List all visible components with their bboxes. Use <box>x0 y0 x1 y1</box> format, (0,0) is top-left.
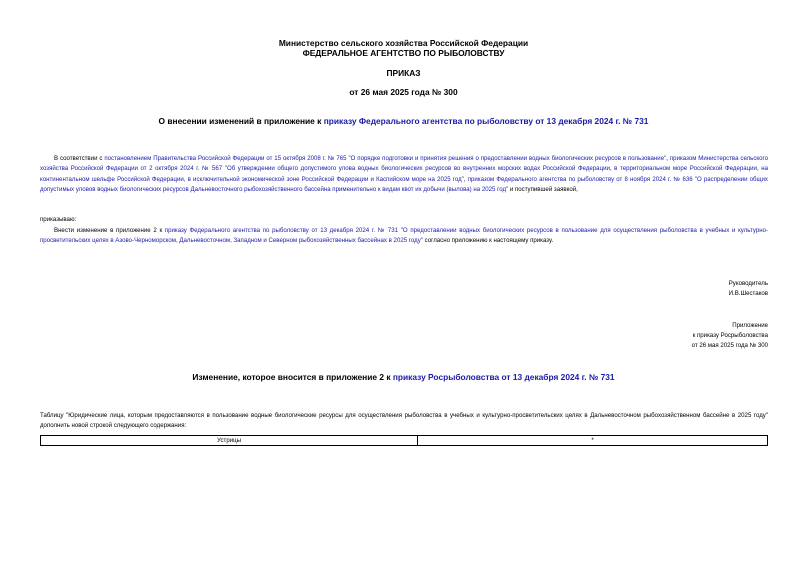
preamble-text-1: В соответствии с <box>54 155 105 162</box>
ministry-name: Министерство сельского хозяйства Российской Федерации <box>278 38 529 48</box>
signature-block <box>729 279 768 299</box>
change-order-link[interactable]: приказу Росрыболовства от 13 декабря 2024 г. № 731 <box>392 372 615 382</box>
appendix-line-2: к приказу Росрыболовства <box>692 332 768 339</box>
document-title <box>0 116 807 126</box>
order-text-2: согласно приложению к настоящему приказу. <box>422 237 554 245</box>
document-title-prefix: О внесении изменений в приложение к <box>158 116 324 126</box>
order-word: приказываю: <box>40 216 77 223</box>
ministry-order-link[interactable]: приказом Министерства сельского хозяйства Российской Федерации от 2 октября 2024 г. № 567 "Об утверждении общего допустимого улова водных биологических ресурсов во внутренних морских водах Российской Федерации, в территориальном море Российской Федерации, на континентальном шельфе Российской Федерации, в исключительной экономической зоне Российской Федерации и Каспийском море на 2025 год" <box>40 155 769 183</box>
appendix-note <box>692 321 768 351</box>
agency-order-636-link[interactable]: приказом Федерального агентства по рыболовству от 8 ноября 2024 г. № 636 "О распределении общих допустимых уловов водных биологических ресурсов Дальневосточного рыбохозяйственного бассейна применительно к видам квот их добычи (вылова) на 2025 год" <box>40 175 768 193</box>
preamble-text-2: , <box>666 155 670 162</box>
appendix-line-3: от 26 мая 2025 года № 300 <box>691 342 768 349</box>
table-cell-species: Устрицы <box>41 436 418 446</box>
title-order-link[interactable]: приказу Федерального агентства по рыболовству от 13 декабря 2024 г. № 731 <box>323 116 649 126</box>
order-paragraph <box>40 226 768 247</box>
document-type: ПРИКАЗ <box>386 68 421 78</box>
order-text-1: Внести изменение в приложение 2 к <box>54 227 165 234</box>
preamble-text-4: и поступившей заявкой, <box>508 185 578 193</box>
change-title <box>0 372 807 382</box>
order-731-link[interactable]: приказу Федерального агентства по рыболовству от 13 декабря 2024 г. № 731 "О предоставлении водных биологических ресурсов в пользование для осуществления рыболовства в учебных и культурно-просветительских целях в Азово-Черноморском, Дальневосточном, Западном и Северном рыбохозяйственных бассейнах в 2025 году" <box>40 227 768 245</box>
insert-table <box>40 435 768 446</box>
table-cell-value: * <box>418 436 768 446</box>
preamble-paragraph <box>40 154 768 195</box>
signatory-position: Руководитель <box>728 280 768 287</box>
appendix-line-1: Приложение <box>732 322 768 329</box>
change-text: Таблицу "Юридические лица, которым предоставляются в пользование водные биологические ресурсы для осуществления рыболовства в учебных и культурно-просветительских целях в Дальневосточном рыбохозяйственном бассейне в 2025 году" дополнить новой строкой следующего содержания: <box>40 412 768 430</box>
agency-name: ФЕДЕРАЛЬНОЕ АГЕНТСТВО ПО РЫБОЛОВСТВУ <box>302 48 505 58</box>
government-resolution-link[interactable]: постановлением Правительства Российской Федерации от 15 октября 2008 г. № 765 "О порядке подготовки и принятия решения о предоставлении водных биологических ресурсов в пользование" <box>104 155 667 162</box>
table-row <box>41 436 768 446</box>
change-title-prefix: Изменение, которое вносится в приложение 2 к <box>192 372 393 382</box>
document-date-number: от 26 мая 2025 года № 300 <box>349 87 458 97</box>
signatory-name: И.В.Шестаков <box>728 290 768 297</box>
preamble-text-3: , <box>463 175 468 183</box>
